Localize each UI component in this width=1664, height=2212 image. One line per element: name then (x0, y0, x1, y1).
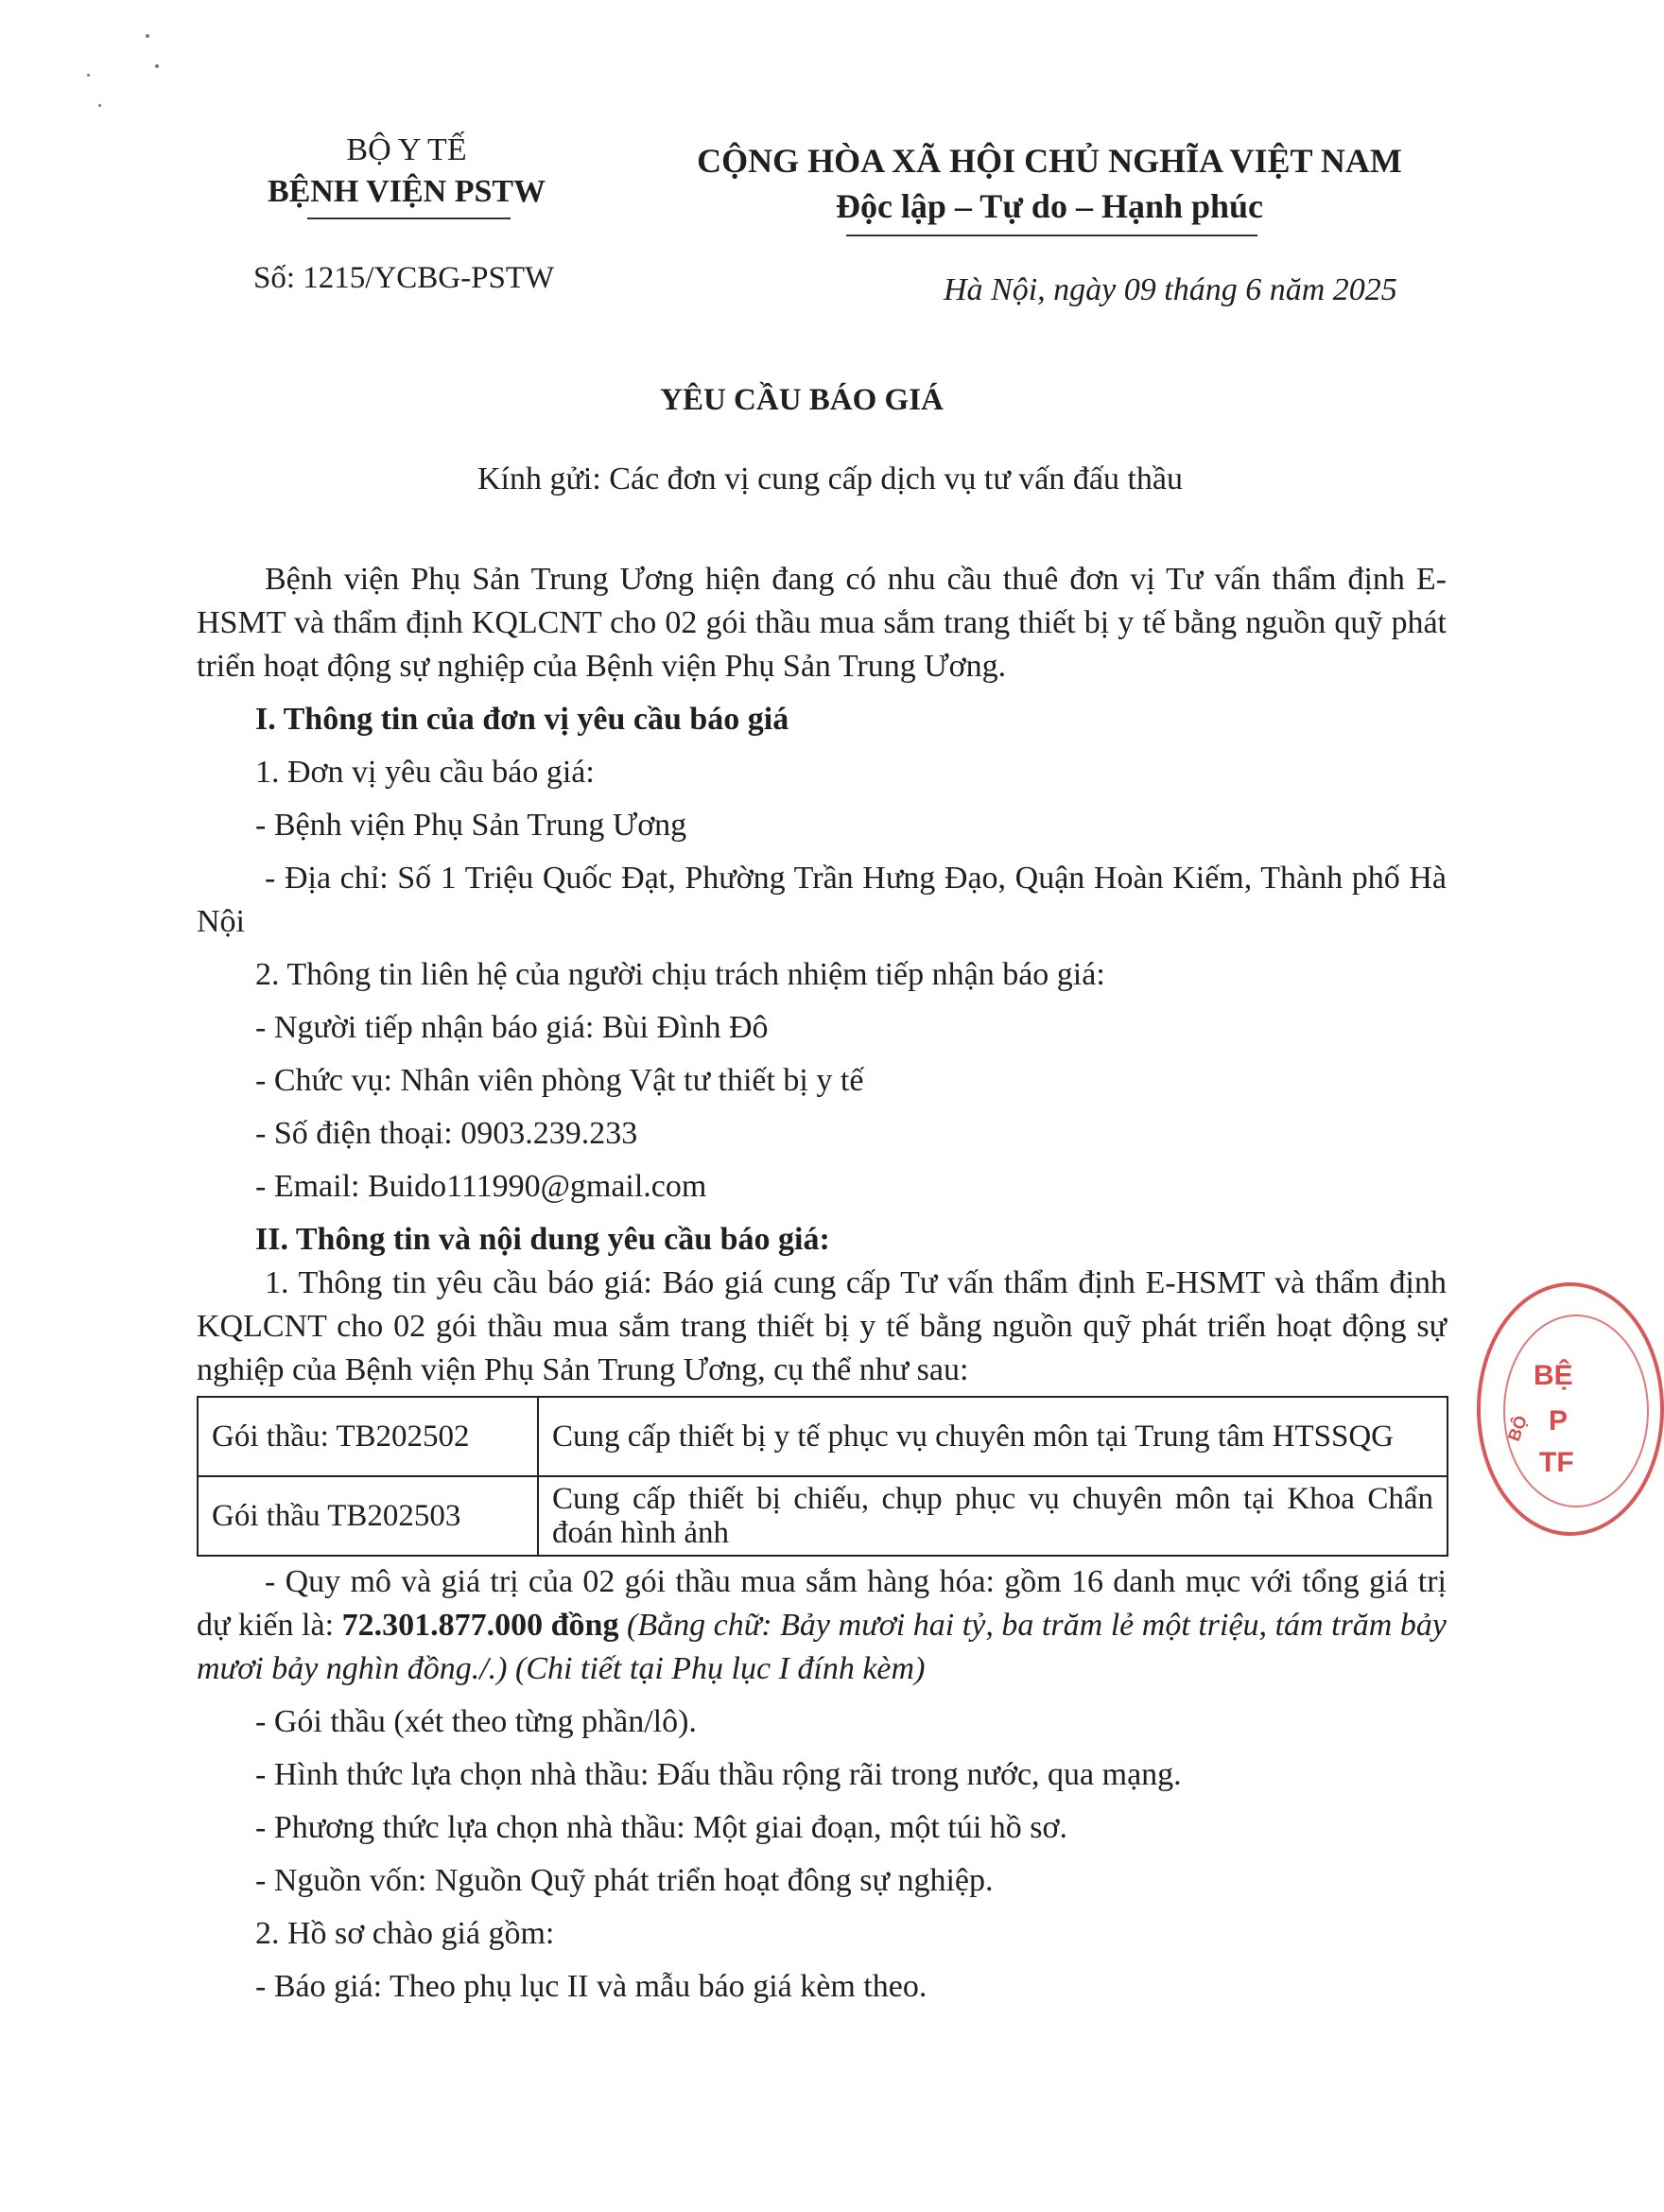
selection-method-line: - Phương thức lựa chọn nhà thầu: Một giai đoạn, một túi hồ sơ. (255, 1810, 1067, 1845)
document-number: Số: 1215/YCBG-PSTW (253, 261, 555, 295)
package-code: Gói thầu TB202503 (198, 1476, 538, 1556)
scan-speck (146, 34, 149, 38)
position-line: - Chức vụ: Nhân viên phòng Vật tư thiết bị y tế (255, 1063, 864, 1098)
country-name: CỘNG HÒA XÃ HỘI CHỦ NGHĨA VIỆT NAM (697, 142, 1402, 180)
scale-amount: 72.301.877.000 đồng (341, 1608, 619, 1643)
document-title: YÊU CẦU BÁO GIÁ (660, 383, 944, 417)
requesting-unit: - Bệnh viện Phụ Sản Trung Ương (255, 808, 687, 843)
issuer-block (227, 134, 586, 208)
lot-line: - Gói thầu (xét theo từng phần/lô). (255, 1704, 697, 1739)
section-2-heading: II. Thông tin và nội dung yêu cầu báo giá: (255, 1222, 830, 1257)
scale-words: (Bằng chữ: Bảy mươi hai tỷ, ba trăm lẻ một triệu, tám trăm bảy mươi bảy nghìn đồng./.) (Chi tiết tại Phụ lục I đính kèm) (197, 1608, 1447, 1686)
national-motto: Độc lập – Tự do – Hạnh phúc (835, 187, 1264, 225)
ministry-name: BỘ Y TẾ (346, 132, 467, 167)
package-code: Gói thầu: TB202502 (198, 1397, 538, 1476)
section-2-item-1: 1. Thông tin yêu cầu báo giá: Báo giá cung cấp Tư vấn thẩm định E-HSMT và thẩm định KQLCNT cho 02 gói thầu mua sắm trang thiết bị y tế bằng nguồn quỹ phát triển hoạt động sự nghiệp của Bệnh viện Phụ Sản Trung Ương, cụ thể như sau: (197, 1265, 1447, 1387)
scan-speck (87, 74, 90, 77)
document-body (197, 558, 1447, 2009)
hospital-name: BỆNH VIỆN PSTW (267, 174, 546, 209)
issuer-underline (307, 218, 511, 219)
selection-form-line: - Hình thức lựa chọn nhà thầu: Đấu thầu rộng rãi trong nước, qua mạng. (255, 1757, 1182, 1792)
motto-underline (846, 235, 1257, 236)
document-date: Hà Nội, ngày 09 tháng 6 năm 2025 (944, 272, 1397, 307)
section-1-item-2: 2. Thông tin liên hệ của người chịu trách nhiệm tiếp nhận báo giá: (255, 957, 1105, 992)
section-1-heading: I. Thông tin của đơn vị yêu cầu báo giá (255, 702, 789, 737)
phone-line: - Số điện thoại: 0903.239.233 (255, 1116, 638, 1151)
recipient-line: Kính gửi: Các đơn vị cung cấp dịch vụ tư vấn đấu thầu (477, 462, 1183, 496)
funding-line: - Nguồn vốn: Nguồn Quỹ phát triển hoạt đông sự nghiệp. (255, 1863, 994, 1898)
scan-speck (98, 104, 101, 107)
package-description: Cung cấp thiết bị chiếu, chụp phục vụ chuyên môn tại Khoa Chẩn đoán hình ảnh (538, 1476, 1447, 1556)
national-title-block (662, 144, 1437, 223)
seal-text-bottom: TF (1539, 1447, 1574, 1478)
section-1-item-1: 1. Đơn vị yêu cầu báo giá: (255, 755, 595, 790)
scan-speck (155, 64, 159, 68)
seal-text-top: BỆ (1534, 1360, 1573, 1391)
table-row (198, 1397, 1447, 1476)
scale-paragraph (197, 1560, 1447, 1691)
table-row (198, 1476, 1447, 1556)
quote-line: - Báo giá: Theo phụ lục II và mẫu báo giá kèm theo. (255, 1969, 927, 2004)
receiver-line: - Người tiếp nhận báo giá: Bùi Đình Đô (255, 1010, 769, 1045)
packages-table (197, 1396, 1448, 1557)
intro-paragraph: Bệnh viện Phụ Sản Trung Ương hiện đang có nhu cầu thuê đơn vị Tư vấn thẩm định E-HSMT và thẩm định KQLCNT cho 02 gói thầu mua sắm trang thiết bị y tế bằng nguồn quỹ phát triển hoạt động sự nghiệp của Bệnh viện Phụ Sản Trung Ương. (197, 562, 1447, 684)
section-2-item-2: 2. Hồ sơ chào giá gồm: (255, 1916, 555, 1951)
address-line: - Địa chỉ: Số 1 Triệu Quốc Đạt, Phường Trần Hưng Đạo, Quận Hoàn Kiếm, Thành phố Hà Nội (197, 861, 1447, 939)
scale-prefix: - Quy mô và giá trị của 02 gói thầu mua sắm hàng hóa: gồm 16 danh mục với tổng giá trị dự kiến là: (197, 1564, 1447, 1643)
email-line: - Email: Buido111990@gmail.com (255, 1169, 707, 1204)
seal-text-mid: P (1549, 1405, 1569, 1437)
package-description: Cung cấp thiết bị y tế phục vụ chuyên môn tại Trung tâm HTSSQG (538, 1397, 1447, 1476)
seal-text-side: BỘ (1504, 1413, 1532, 1444)
red-seal-inner-ring (1503, 1315, 1649, 1507)
